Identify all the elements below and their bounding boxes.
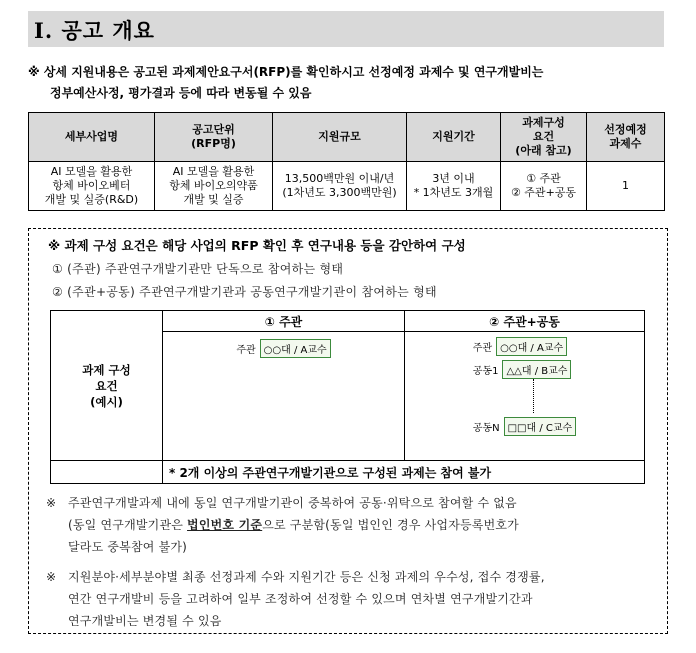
remark-2	[46, 566, 666, 632]
example-row-label: 과제 구성 요건 (예시)	[51, 311, 163, 461]
mini-form-joint-n: 공동N □□대 / C교수	[473, 417, 576, 436]
notice-line-1: ※ 상세 지원내용은 공고된 과제제안요구서(RFP)를 확인하시고 선정예정 과제수 및 연구개발비는	[28, 65, 544, 79]
remark-mark: ※	[46, 570, 57, 584]
ellipsis-divider	[533, 379, 576, 413]
table-row	[29, 162, 665, 211]
example-cell-1	[163, 332, 405, 461]
box-title: ※ 과제 구성 요건은 해당 사업의 RFP 확인 후 연구내용 등을 감안하여 구성	[48, 238, 466, 253]
example-table	[50, 310, 645, 484]
remark-2-line-2: 연간 연구개발비 등을 고려하여 일부 조정하여 선정할 수 있으며 연차별 연구개발기간과	[68, 592, 533, 606]
announcement-table	[28, 112, 665, 211]
table-cell: AI 모델을 활용한 항체 바이오베터 개발 및 실증(R&D)	[29, 162, 155, 211]
table-cell: 3년 이내 * 1차년도 3개월	[407, 162, 501, 211]
remark-mark: ※	[46, 496, 57, 510]
remark-2-line-1: 지원분야·세부분야별 최종 선정과제 수와 지원기간 등은 신청 과제의 우수성, 접수 경쟁률,	[68, 570, 545, 584]
remark-1-line-2: (동일 연구개발기관은 법인번호 기준으로 구분함(동일 법인인 경우 사업자등록번호가	[68, 518, 519, 532]
header-cell: 공고단위 (RFP명)	[155, 113, 273, 162]
example-col-head-1: ① 주관	[163, 311, 405, 332]
example-col-head-2: ② 주관+공동	[405, 311, 645, 332]
table-header-row	[29, 113, 665, 162]
header-cell: 과제구성 요건 (아래 참고)	[501, 113, 587, 162]
notice-line-2: 정부예산사정, 평가결과 등에 따라 변동될 수 있음	[50, 86, 312, 100]
table-cell: 13,500백만원 이내/년 (1차년도 3,300백만원)	[273, 162, 407, 211]
box-item-1: ① (주관) 주관연구개발기관만 단독으로 참여하는 형태	[52, 262, 344, 276]
header-cell: 선정예정 과제수	[587, 113, 665, 162]
example-footer: * 2개 이상의 주관연구개발기관으로 구성된 과제는 참여 불가	[163, 461, 645, 484]
remark-2-line-3: 연구개발비는 변경될 수 있음	[68, 614, 222, 628]
header-cell: 세부사업명	[29, 113, 155, 162]
example-footer-spacer	[51, 461, 163, 484]
table-cell: 1	[587, 162, 665, 211]
header-cell: 지원기간	[407, 113, 501, 162]
table-cell: AI 모델을 활용한 항체 바이오의약품 개발 및 실증	[155, 162, 273, 211]
remark-1-line-1: 주관연구개발과제 내에 동일 연구개발기관이 중복하여 공동·위탁으로 참여할 수 없음	[68, 496, 517, 510]
section-title: Ⅰ. 공고 개요	[34, 18, 155, 43]
header-cell: 지원규모	[273, 113, 407, 162]
remark-1	[46, 492, 666, 558]
mini-form-lead: 주관 ○○대 / A교수	[236, 339, 330, 358]
mini-form-joint-1: 공동1 △△대 / B교수	[473, 360, 572, 379]
box-item-2: ② (주관+공동) 주관연구개발기관과 공동연구개발기관이 참여하는 형태	[52, 285, 437, 299]
remark-1-line-3: 달라도 중복참여 불가)	[68, 540, 188, 554]
table-cell: ① 주관 ② 주관+공동	[501, 162, 587, 211]
mini-form-lead: 주관 ○○대 / A교수	[473, 337, 567, 356]
example-cell-2	[405, 332, 645, 461]
